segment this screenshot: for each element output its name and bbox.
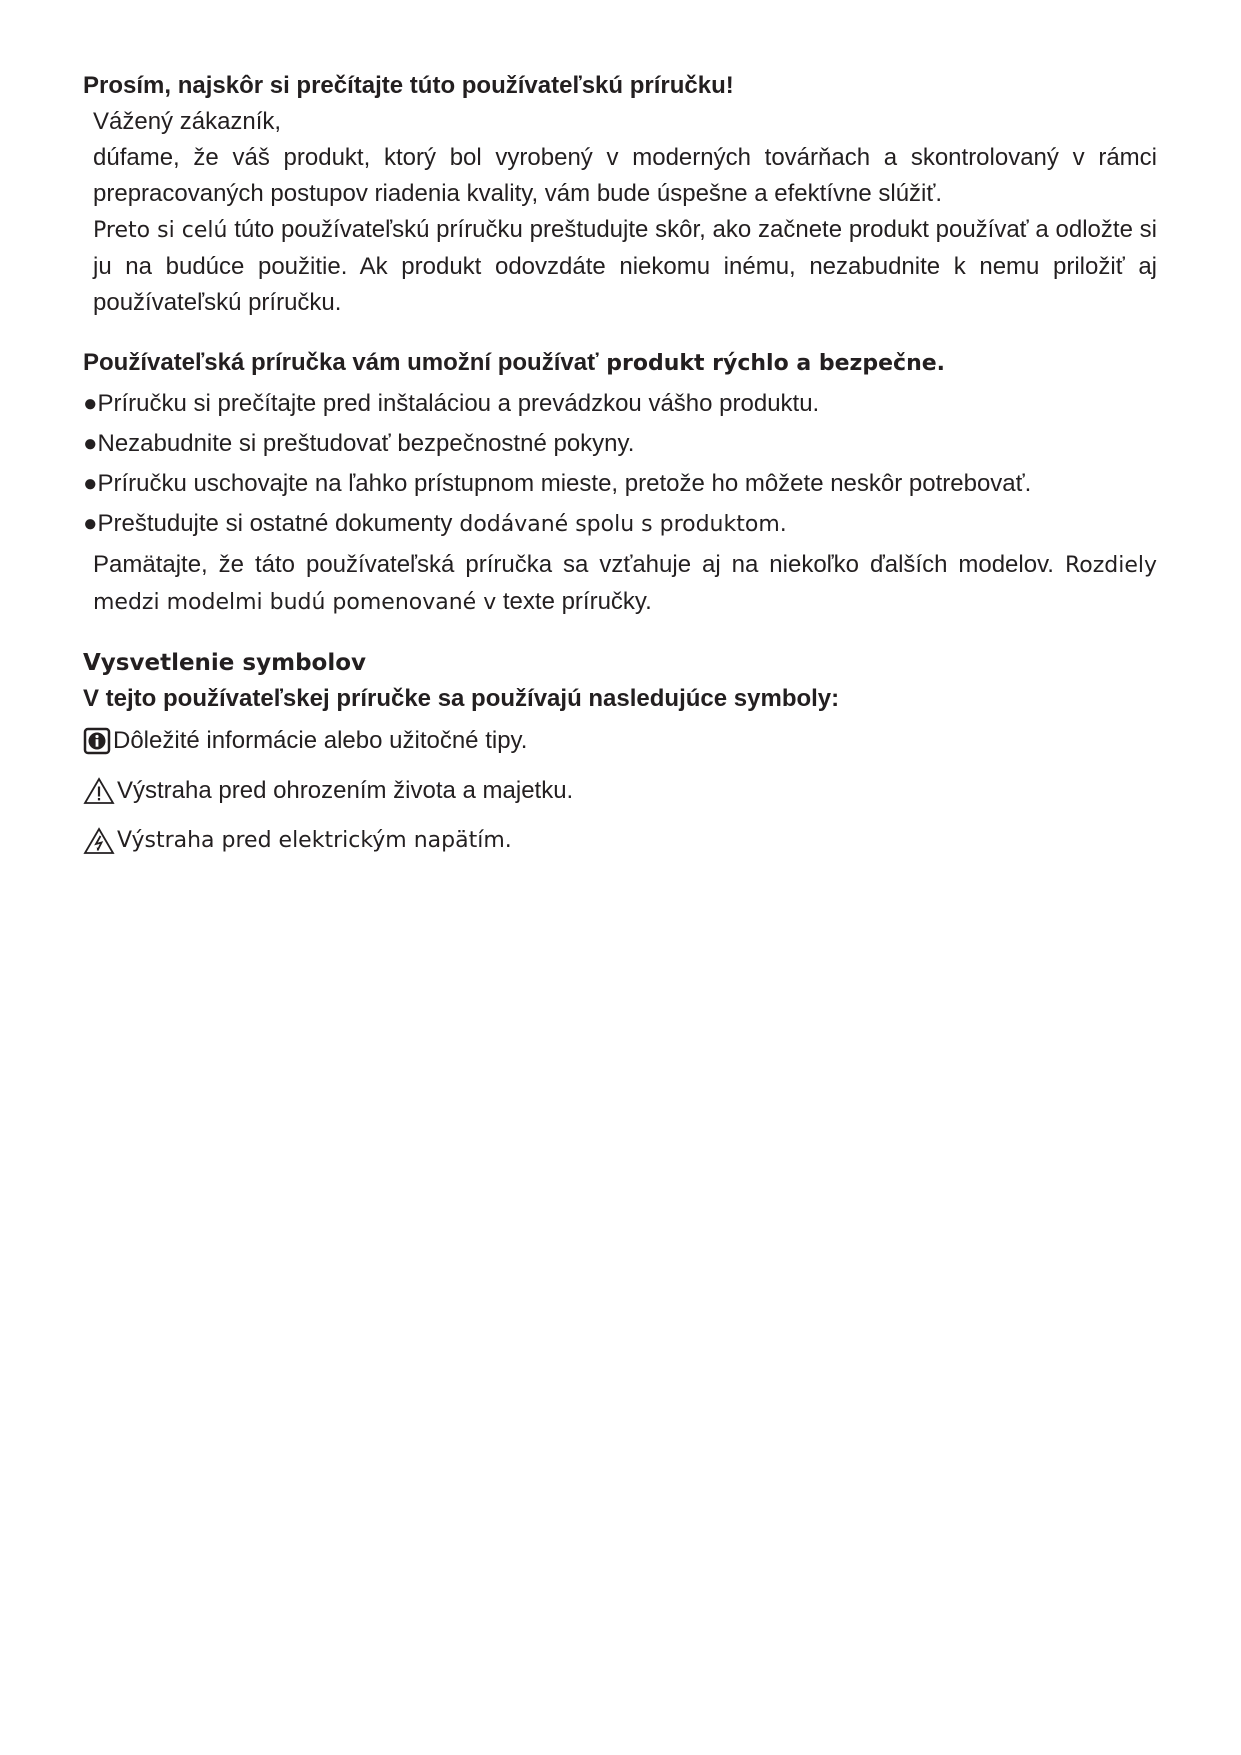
symbol-item <box>83 723 1157 759</box>
bullet-icon: ● <box>83 390 98 417</box>
list-item <box>83 506 1157 543</box>
list-item-text: Preštudujte si ostatné dokumenty <box>97 510 453 537</box>
models-note <box>83 547 1157 621</box>
bullet-icon: ● <box>83 430 98 457</box>
bullet-icon: ● <box>83 470 98 497</box>
list-item-text: Príručku si prečítajte pred inštaláciou a prevádzkou vášho produktu. <box>97 390 820 417</box>
list-item-text-end: dodávané spolu s produktom. <box>452 512 787 537</box>
symbol-item <box>83 823 1157 859</box>
electric-warning-icon <box>83 827 115 855</box>
intro-paragraph-2-start: Preto si celú <box>93 218 228 243</box>
warning-icon <box>83 777 115 805</box>
symbol-description: Výstraha pred elektrickým napätím. <box>117 828 512 853</box>
greeting: Vážený zákazník, <box>93 108 282 135</box>
bullet-icon: ● <box>83 510 98 537</box>
document-page <box>83 68 1157 859</box>
intro-heading: Prosím, najskôr si prečítajte túto používateľskú príručku! <box>83 72 734 99</box>
list-item-text: Príručku uschovajte na ľahko prístupnom mieste, pretože ho môžete neskôr potrebovať. <box>97 470 1032 497</box>
intro-paragraph-1: dúfame, že váš produkt, ktorý bol vyrobený v moderných továrňach a skontrolovaný v rámci prepracovaných postupov riadenia kvality, vám bude úspešne a efektívne slúžiť. <box>93 144 1157 207</box>
list-item-text: Nezabudnite si preštudovať bezpečnostné pokyny. <box>97 430 635 457</box>
symbol-item <box>83 773 1157 809</box>
symbols-heading: Vysvetlenie symbolov <box>83 650 367 676</box>
models-note-first: Pamätajte, že táto používateľská príručka sa vzťahuje aj na niekoľko ďalších modelov. <box>93 551 1054 578</box>
symbol-description: Dôležité informácie alebo užitočné tipy. <box>113 727 528 754</box>
list-item <box>83 426 1157 462</box>
list-item <box>83 466 1157 502</box>
models-note-second: Rozdiely medzi modelmi budú pomenované v <box>93 553 1158 615</box>
symbols-subheading: V tejto používateľskej príručke sa používajú nasledujúce symboly: <box>83 685 840 712</box>
manual-heading-end: produkt rýchlo a bezpečne. <box>598 351 946 376</box>
symbols-list <box>83 723 1157 859</box>
list-item <box>83 386 1157 422</box>
models-note-end: texte príručky. <box>496 588 652 615</box>
manual-section-heading <box>83 345 1157 382</box>
intro-paragraph-2-rest: túto používateľskú príručku preštudujte skôr, ako začnete produkt používať a odložte si ju na budúce použitie. Ak produkt odovzdáte niekomu inému, nezabudnite k nemu priložiť aj používateľskú príručku. <box>93 216 1157 316</box>
info-icon <box>83 727 111 755</box>
intro-paragraph-2 <box>83 212 1157 321</box>
manual-heading-start: Používateľská príručka vám umožní používať <box>83 349 599 376</box>
symbol-description: Výstraha pred ohrozením života a majetku. <box>117 777 574 804</box>
